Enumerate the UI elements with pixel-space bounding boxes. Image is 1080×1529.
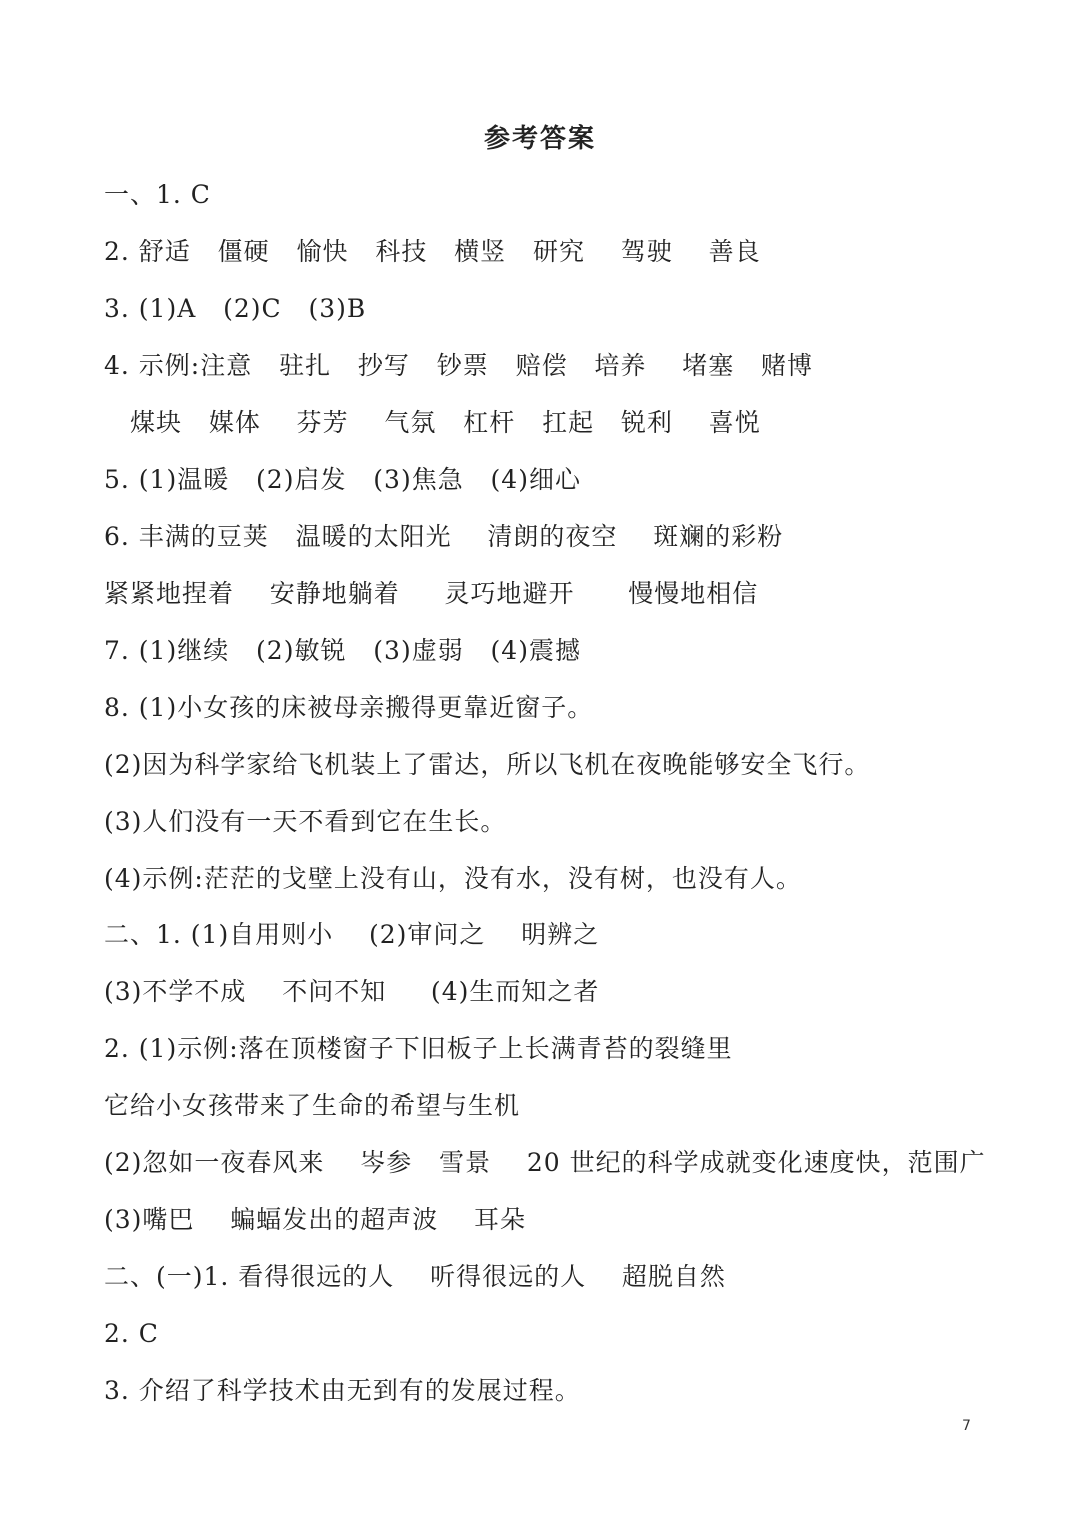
reading-section-line-2: 2. C (104, 1319, 159, 1348)
answer-line-1: 一、1. C (104, 180, 211, 209)
section-2-line-2-3: (3)嘴巴 蝙蝠发出的超声波 耳朵 (104, 1205, 526, 1234)
answer-line-4-continued: 煤块 媒体 芬芳 气氛 杠杆 扛起 锐利 喜悦 (130, 408, 761, 437)
answer-line-6: 6. 丰满的豆荚 温暖的太阳光 清朗的夜空 斑斓的彩粉 (104, 522, 784, 551)
answer-line-3: 3. (1)A (2)C (3)B (104, 294, 367, 323)
answer-line-6-continued: 紧紧地捏着 安静地躺着 灵巧地避开 慢慢地相信 (104, 579, 759, 608)
answer-line-5: 5. (1)温暖 (2)启发 (3)焦急 (4)细心 (104, 465, 581, 494)
answer-line-8: 8. (1)小女孩的床被母亲搬得更靠近窗子。 (104, 693, 594, 722)
answer-line-7: 7. (1)继续 (2)敏锐 (3)虚弱 (4)震撼 (104, 636, 581, 665)
section-2-line-2-continued: 它给小女孩带来了生命的希望与生机 (104, 1091, 521, 1120)
reading-section-line-1: 二、(一)1. 看得很远的人 听得很远的人 超脱自然 (104, 1262, 726, 1291)
answer-line-2: 2. 舒适 僵硬 愉快 科技 横竖 研究 驾驶 善良 (104, 237, 761, 266)
page-title: 参考答案 (483, 124, 596, 154)
section-2-line-1-continued: (3)不学不成 不问不知 (4)生而知之者 (104, 977, 600, 1006)
section-2-line-1: 二、1. (1)自用则小 (2)审问之 明辨之 (104, 920, 600, 949)
section-2-line-2: 2. (1)示例:落在顶楼窗子下旧板子上长满青苔的裂缝里 (104, 1034, 733, 1063)
page-number: 7 (962, 1418, 971, 1434)
answer-line-8-3: (3)人们没有一天不看到它在生长。 (104, 807, 507, 836)
section-2-line-2-2: (2)忽如一夜春风来 岑参 雪景 20 世纪的科学成就变化速度快，范围广 (104, 1148, 986, 1177)
answer-line-8-2: (2)因为科学家给飞机装上了雷达，所以飞机在夜晚能够安全飞行。 (104, 750, 871, 779)
reading-section-line-3: 3. 介绍了科学技术由无到有的发展过程。 (104, 1376, 581, 1405)
answer-line-4: 4. 示例:注意 驻扎 抄写 钞票 赔偿 培养 堵塞 赌博 (104, 351, 814, 380)
answer-line-8-4: (4)示例:茫茫的戈壁上没有山，没有水，没有树，也没有人。 (104, 864, 802, 893)
